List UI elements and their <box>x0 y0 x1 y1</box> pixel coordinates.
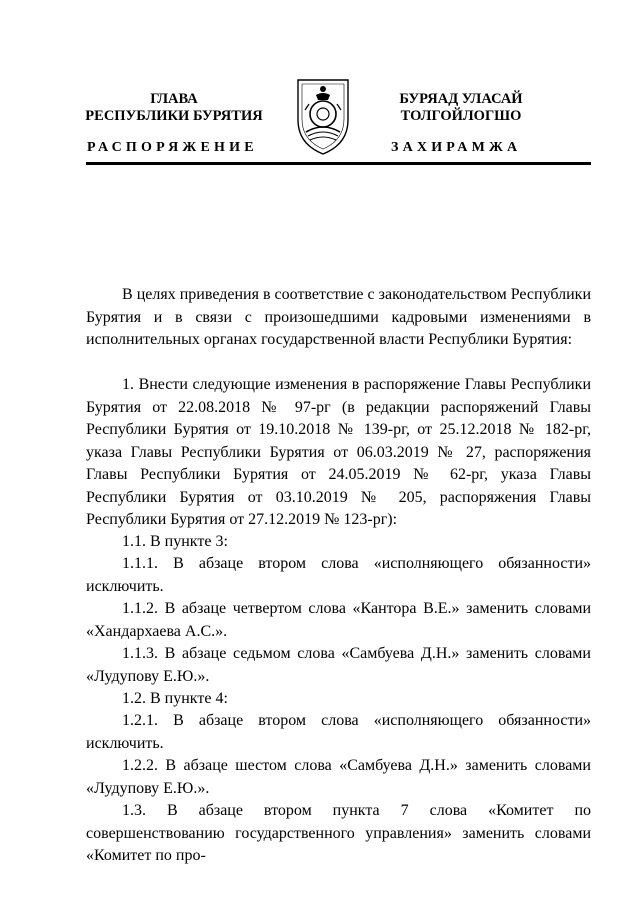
header-left-line1: ГЛАВА <box>150 91 198 107</box>
item-1-1-2: 1.1.2. В абзаце четвертом слова «Кантора В.Е.» заменить словами «Хандархаева А.С.». <box>86 600 591 640</box>
preamble-paragraph: В целях приведения в соответствие с законодательством Республики Бурятия и в связи с произошедшими кадровыми изменениями в исполнительных органах государственной власти Республики Бурятия: <box>86 286 591 348</box>
item-1-2-1: 1.2.1. В абзаце втором слова «исполняющего обязанности» исключить. <box>86 712 591 752</box>
header-right-title <box>376 91 546 125</box>
doc-type-right: ЗАХИРАМЖА <box>391 140 522 155</box>
header-divider <box>86 162 591 165</box>
header-right-line1: БУРЯАД УЛАСАЙ <box>399 91 523 107</box>
item-1-1: 1.1. В пункте 3: <box>122 533 228 550</box>
header-left-title <box>85 91 263 125</box>
doc-type-left: РАСПОРЯЖЕНИЕ <box>87 140 258 155</box>
item-1-paragraph: 1. Внести следующие изменения в распоряжение Главы Республики Бурятия от 22.08.2018 № 97-рг (в редакции распоряжений Главы Республики Бурятия от 19.10.2018 № 139-рг, от 25.12.2018 № 182-рг, указа Главы Республики Бурятия от 06.03.2019 № 27, распоряжения Главы Республики Бурятия от 24.05.2019 № 62-рг, указа Главы Республики Бурятия от 03.10.2019 № 205, распоряжения Главы Республики Бурятия от 27.12.2019 № 123-рг): <box>86 376 591 528</box>
item-1-2-2: 1.2.2. В абзаце шестом слова «Самбуева Д.Н.» заменить словами «Лудупову Е.Ю.». <box>86 757 591 797</box>
item-1-3: 1.3. В абзаце втором пункта 7 слова «Комитет по совершенствованию государственного управления» заменить словами «Комитет по про- <box>86 802 591 864</box>
header-left-line2: РЕСПУБЛИКИ БУРЯТИЯ <box>85 108 263 124</box>
item-1-1-3: 1.1.3. В абзаце седьмом слова «Самбуева Д.Н.» заменить словами «Лудупову Е.Ю.». <box>86 645 591 685</box>
item-1-2: 1.2. В пункте 4: <box>122 690 228 707</box>
header-right-line2: ТОЛГОЙЛОГШО <box>400 108 522 124</box>
coat-of-arms-emblem <box>294 74 352 158</box>
item-1-1-1: 1.1.1. В абзаце втором слова «исполняющего обязанности» исключить. <box>86 555 591 595</box>
